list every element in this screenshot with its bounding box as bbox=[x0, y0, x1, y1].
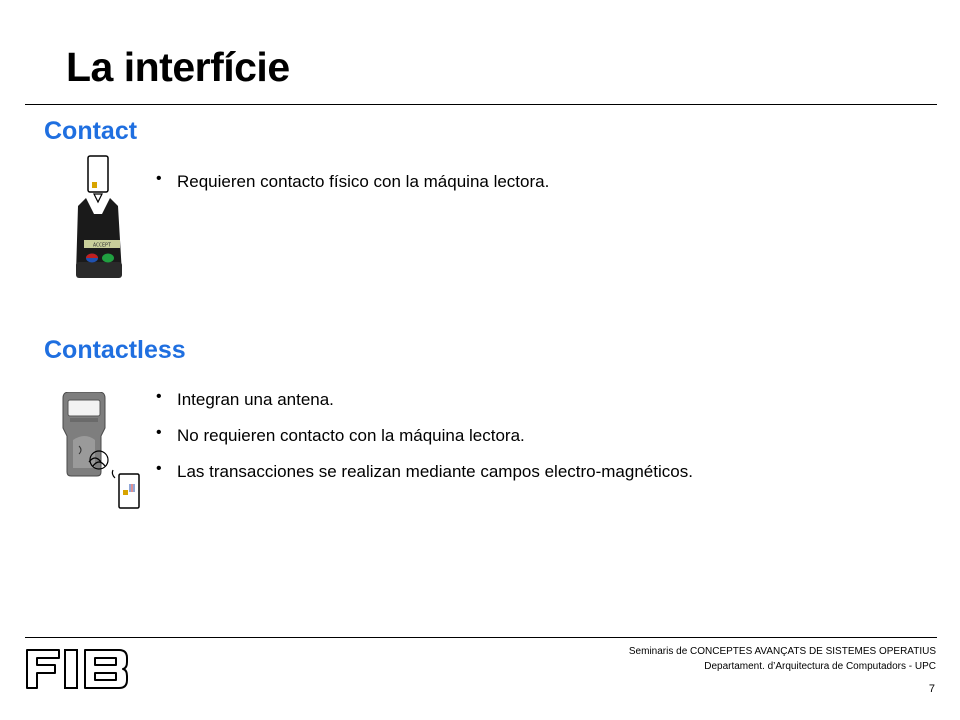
footer-department: Departament. d’Arquitectura de Computadors - UPC bbox=[704, 661, 936, 672]
list-item bbox=[150, 390, 693, 410]
bullet-icon: • bbox=[156, 388, 162, 405]
fib-logo bbox=[25, 648, 131, 690]
bullet-text: Requieren contacto físico con la máquina lectora. bbox=[177, 172, 550, 191]
contact-card-reader-icon bbox=[72, 154, 128, 280]
reader-display-text: ACCEPT bbox=[92, 242, 112, 249]
contact-heading: Contact bbox=[44, 117, 138, 145]
footer-seminar-title: Seminaris de CONCEPTES AVANÇATS DE SISTEMES OPERATIUS bbox=[628, 646, 936, 657]
page-number: 7 bbox=[928, 683, 935, 695]
bullet-text: No requieren contacto con la máquina lectora. bbox=[177, 426, 525, 445]
contactless-heading: Contactless bbox=[44, 336, 186, 364]
contact-bullet-list bbox=[150, 172, 549, 192]
bullet-text: Las transacciones se realizan mediante campos electro-magnéticos. bbox=[177, 462, 693, 481]
bullet-icon: • bbox=[156, 460, 162, 477]
footer-divider bbox=[25, 637, 937, 638]
contactless-reader-icon bbox=[55, 392, 145, 512]
list-item bbox=[150, 426, 693, 446]
contactless-bullet-list bbox=[150, 390, 693, 498]
list-item bbox=[150, 462, 693, 482]
slide-title: La interfície bbox=[66, 44, 290, 90]
bullet-text: Integran una antena. bbox=[177, 390, 334, 409]
bullet-icon: • bbox=[156, 424, 162, 441]
bullet-icon: • bbox=[156, 170, 162, 187]
title-divider bbox=[25, 104, 937, 105]
list-item bbox=[150, 172, 549, 192]
